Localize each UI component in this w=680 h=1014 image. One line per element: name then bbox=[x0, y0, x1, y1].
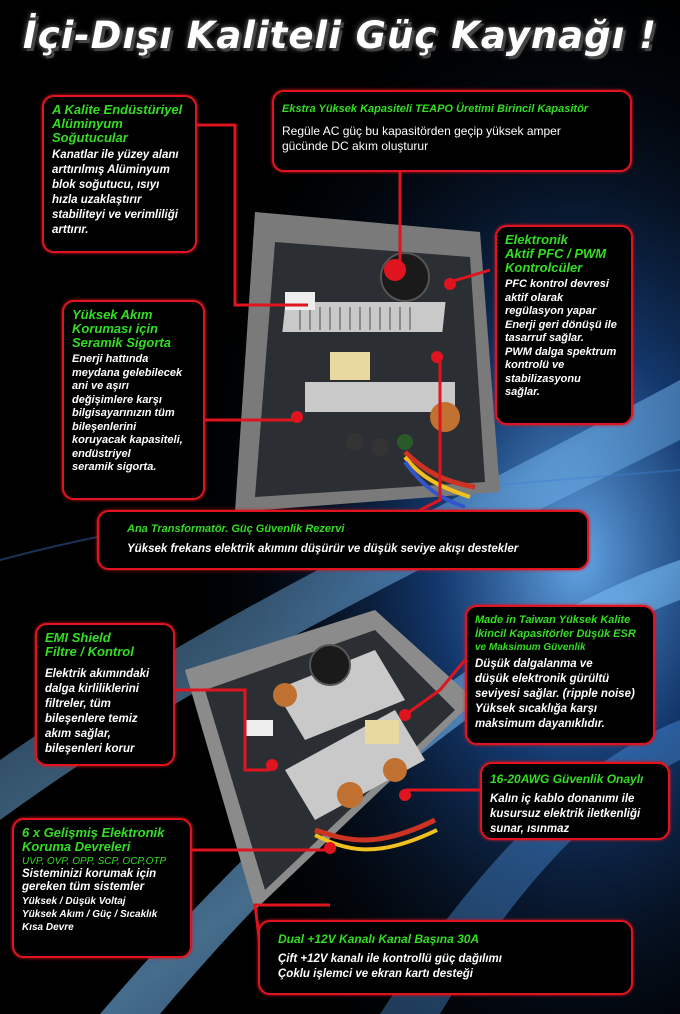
callout-emi-filter bbox=[35, 623, 175, 766]
callout-title: Koruması için bbox=[72, 321, 158, 336]
callout-primary-capacitor bbox=[272, 90, 632, 172]
callout-body: PFC kontrol devresi aktif olarak regülasyon yapar Enerji geri dönüşü ile tasarruf sağlar. PWM dalga spektrum kontrolü ve stabilizasyonu sağlar. bbox=[505, 278, 617, 398]
callout-title: Yüksek Akım bbox=[72, 307, 153, 322]
callout-body: Sisteminizi korumak için gereken tüm sistemler bbox=[22, 868, 157, 893]
callout-title: 16-20AWG Güvenlik Onaylı bbox=[490, 772, 644, 786]
callout-dual-12v bbox=[258, 920, 633, 995]
callout-title: Made in Taiwan Yüksek Kalite bbox=[475, 614, 631, 626]
callout-body: Düşük dalgalanma ve düşük elektronik gürültü seviyesi sağlar. (ripple noise) Yüksek sıcaklığa karşı maksimum dayanıklıdır. bbox=[475, 658, 635, 730]
protection-acronyms: UVP, OVP, OPP, SCP, OCP,OTP bbox=[22, 856, 167, 867]
callout-title: Dual +12V Kanalı Kanal Başına 30A bbox=[278, 932, 480, 946]
callout-title: Soğutucular bbox=[52, 130, 128, 145]
callout-title: Ekstra Yüksek Kapasiteli TEAPO Üretimi Birincil Kapasitör bbox=[282, 103, 589, 115]
psu-internal-view-top bbox=[215, 212, 505, 522]
psu-internal-view-bottom bbox=[175, 610, 485, 930]
callout-body: Çift +12V kanalı ile kontrollü güç dağılımı Çoklu işlemci ve ekran kartı desteği bbox=[278, 953, 502, 980]
protection-list: Yüksek / Düşük Voltaj Yüksek Akım / Güç / Sıcaklık Kısa Devre bbox=[22, 896, 158, 933]
callout-title: Ana Transformatör. Güç Güvenlik Rezervi bbox=[127, 523, 345, 535]
callout-aluminum-heatsink bbox=[42, 95, 197, 253]
callout-body: Enerji hattında meydana gelebilecek ani ve aşırı değişimlere karşı bilgisayarınızın tüm bileşenlerini koruyacak kapasiteli, endüstriyel seramik sigorta. bbox=[72, 353, 183, 473]
callout-title: Alüminyum bbox=[52, 116, 123, 131]
callout-title: Kontrolcüler bbox=[505, 260, 583, 275]
callout-body: Kanatlar ile yüzey alanı arttırılmış Alüminyum blok soğutucu, ısıyı hızla uzaklaştırır stabiliteyi ve verimliliği arttırır. bbox=[52, 149, 179, 236]
callout-title: 6 x Gelişmiş Elektronik bbox=[22, 825, 165, 840]
callout-awg-cables bbox=[480, 762, 670, 840]
callout-title: EMI Shield bbox=[45, 630, 111, 645]
page-title: İçi-Dışı Kaliteli Güç Kaynağı ! bbox=[22, 14, 658, 57]
callout-body: Kalın iç kablo donanımı ile kusursuz elektrik iletkenliği sunar, ısınmaz bbox=[490, 793, 641, 835]
callout-pfc-pwm bbox=[495, 225, 633, 425]
callout-main-transformer bbox=[97, 510, 589, 570]
callout-title: Filtre / Kontrol bbox=[45, 644, 134, 659]
callout-title: İkincil Kapasitörler Düşük ESR bbox=[475, 628, 636, 640]
callout-body: Elektrik akımındaki dalga kirliliklerini filtreler, tüm bileşenlere temiz akım sağlar, bileşenleri korur bbox=[45, 668, 150, 755]
callout-title: Seramik Sigorta bbox=[72, 335, 171, 350]
callout-title: A Kalite Endüstüriyel bbox=[52, 102, 183, 117]
callout-title: Aktif PFC / PWM bbox=[505, 246, 607, 261]
callout-protection-circuits bbox=[12, 818, 192, 958]
callout-body: Yüksek frekans elektrik akımını düşürür ve düşük seviye akışı destekler bbox=[127, 543, 519, 555]
callout-secondary-capacitors bbox=[465, 605, 655, 745]
callout-body: Regüle AC güç bu kapasitörden geçip yüksek amper gücünde DC akım oluşturur bbox=[282, 124, 561, 153]
callout-title: Koruma Devreleri bbox=[22, 839, 131, 854]
callout-title: ve Maksimum Güvenlik bbox=[475, 642, 586, 653]
callout-ceramic-fuse bbox=[62, 300, 205, 500]
callout-title: Elektronik bbox=[505, 232, 568, 247]
